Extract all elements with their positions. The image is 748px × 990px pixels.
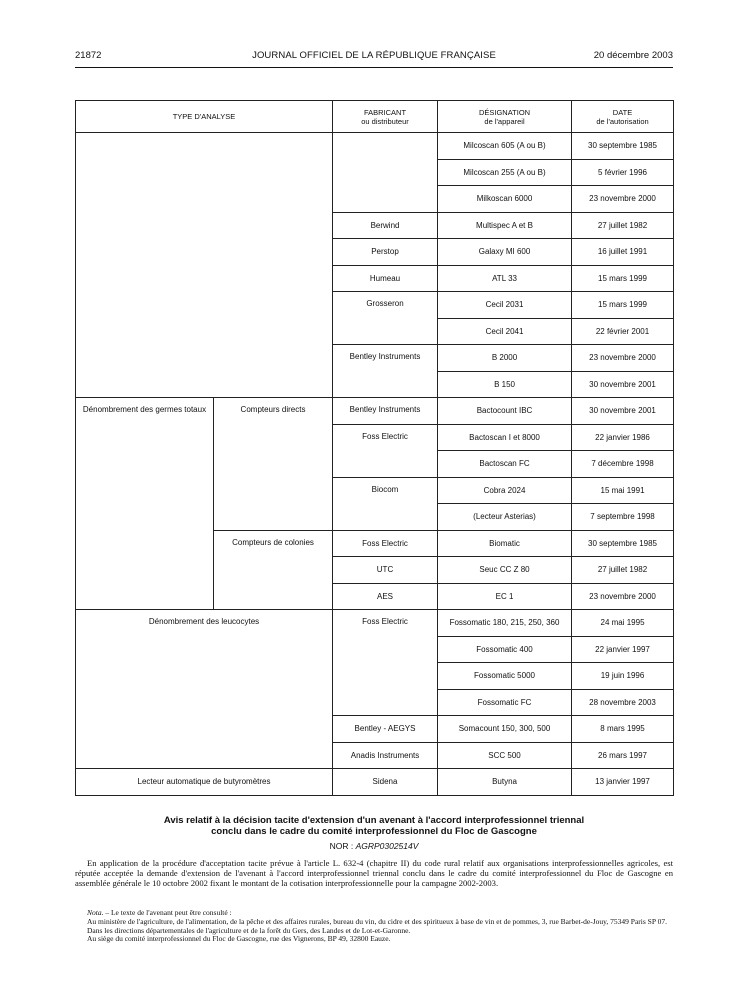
designation-cell: Fossomatic 5000: [438, 663, 572, 690]
fabricant-cell: Bentley - AEGYS: [333, 716, 438, 743]
date-cell: 7 décembre 1998: [572, 451, 674, 478]
group-butyrometres: Lecteur automatique de butyromètres: [76, 769, 333, 796]
col-header-date: DATE de l'autorisation: [572, 101, 674, 133]
designation-cell: B 2000: [438, 345, 572, 372]
date-cell: 30 novembre 2001: [572, 371, 674, 398]
nota-intro: Nota. – Le texte de l'avenant peut être consulté :: [87, 908, 232, 917]
table-row: [76, 133, 674, 160]
date-cell: 19 juin 1996: [572, 663, 674, 690]
nota-item: Au siège du comité interprofessionnel du Floc de Gascogne, rue des Vignerons, BP 49, 32800 Eauze.: [87, 934, 391, 944]
fabricant-cell: Anadis Instruments: [333, 742, 438, 769]
date-cell: 30 septembre 1985: [572, 133, 674, 160]
date-cell: 26 mars 1997: [572, 742, 674, 769]
fabricant-cell: Biocom: [333, 477, 438, 530]
subgroup-compteurs-colonies: Compteurs de colonies: [214, 530, 333, 610]
date-cell: 23 novembre 2000: [572, 186, 674, 213]
issue-date: 20 décembre 2003: [593, 50, 673, 61]
date-cell: 22 février 2001: [572, 318, 674, 345]
nota-item: Dans les directions départementales de l'agriculture et de la forêt du Gers, des Landes et de Lot-et-Garonne.: [87, 925, 411, 935]
table-header-row: [76, 101, 674, 133]
fabricant-cell: Perstop: [333, 239, 438, 266]
date-cell: 15 mars 1999: [572, 265, 674, 292]
designation-cell: Biomatic: [438, 530, 572, 557]
designation-cell: (Lecteur Asterias): [438, 504, 572, 531]
date-cell: 15 mai 1991: [572, 477, 674, 504]
fabricant-cell: UTC: [333, 557, 438, 584]
fabricant-cell: Foss Electric: [333, 424, 438, 477]
date-cell: 16 juillet 1991: [572, 239, 674, 266]
designation-cell: Multispec A et B: [438, 212, 572, 239]
date-cell: 7 septembre 1998: [572, 504, 674, 531]
avis-body: [75, 858, 673, 888]
designation-cell: Bactocount IBC: [438, 398, 572, 425]
fabricant-cell: Foss Electric: [333, 610, 438, 716]
date-cell: 15 mars 1999: [572, 292, 674, 319]
date-cell: 23 novembre 2000: [572, 583, 674, 610]
date-cell: 27 juillet 1982: [572, 212, 674, 239]
subgroup-compteurs-directs: Compteurs directs: [214, 398, 333, 531]
designation-cell: ATL 33: [438, 265, 572, 292]
designation-cell: Milcoscan 255 (A ou B): [438, 159, 572, 186]
date-cell: 5 février 1996: [572, 159, 674, 186]
date-cell: 8 mars 1995: [572, 716, 674, 743]
journal-title: JOURNAL OFFICIEL DE LA RÉPUBLIQUE FRANÇAISE: [252, 50, 496, 61]
designation-cell: B 150: [438, 371, 572, 398]
fabricant-cell: Berwind: [333, 212, 438, 239]
date-cell: 13 janvier 1997: [572, 769, 674, 796]
designation-cell: Galaxy MI 600: [438, 239, 572, 266]
group-leucocytes: Dénombrement des leucocytes: [76, 610, 333, 769]
designation-cell: Butyna: [438, 769, 572, 796]
designation-cell: Fossomatic 180, 215, 250, 360: [438, 610, 572, 637]
avis-paragraph: En application de la procédure d'acceptation tacite prévue à l'article L. 632-4 (chapitre II) du code rural relatif aux organisations interprofessionnelles agricoles, est réputée acceptée la demande d'extension de l'avenant à l'accord interprofessionnel triennal conclu dans le cadre du comité interprofessionnel du Floc de Gascogne en assemblée générale le 10 octobre 2002 fixant le montant de la cotisation interprofessionnelle pour la campagne 2002-2003.: [75, 858, 673, 888]
designation-cell: Seuc CC Z 80: [438, 557, 572, 584]
date-cell: 30 novembre 2001: [572, 398, 674, 425]
designation-cell: Fossomatic FC: [438, 689, 572, 716]
nor-code: AGRP0302514V: [355, 841, 419, 851]
col-header-type: TYPE D'ANALYSE: [76, 101, 333, 133]
table-row: [76, 610, 674, 637]
designation-cell: Bactoscan FC: [438, 451, 572, 478]
approval-table: [75, 100, 674, 796]
fabricant-cell: Bentley Instruments: [333, 398, 438, 425]
nor-label: NOR :: [329, 841, 354, 851]
fabricant-cell: AES: [333, 583, 438, 610]
designation-cell: Milcoscan 605 (A ou B): [438, 133, 572, 160]
date-cell: 30 septembre 1985: [572, 530, 674, 557]
fabricant-cell: Foss Electric: [333, 530, 438, 557]
header-rule: [75, 67, 673, 68]
designation-cell: Cecil 2041: [438, 318, 572, 345]
page-number: 21872: [75, 50, 102, 61]
designation-cell: Cecil 2031: [438, 292, 572, 319]
page-header: [75, 50, 673, 64]
designation-cell: Somacount 150, 300, 500: [438, 716, 572, 743]
fabricant-cell: Grosseron: [333, 292, 438, 345]
group-germes-totaux: Dénombrement des germes totaux: [76, 398, 214, 610]
date-cell: 24 mai 1995: [572, 610, 674, 637]
col-header-designation: DÉSIGNATION de l'appareil: [438, 101, 572, 133]
avis-title: Avis relatif à la décision tacite d'extension d'un avenant à l'accord interprofessionnel triennal conclu dans le cadre du comité interprofessionnel du Floc de Gascogne: [163, 815, 585, 837]
designation-cell: Fossomatic 400: [438, 636, 572, 663]
date-cell: 22 janvier 1997: [572, 636, 674, 663]
fabricant-cell: Sidena: [333, 769, 438, 796]
table-row: [76, 769, 674, 796]
nor-reference: [75, 841, 673, 851]
fabricant-cell-continued: [333, 133, 438, 213]
date-cell: 22 janvier 1986: [572, 424, 674, 451]
col-header-fabricant: FABRICANT ou distributeur: [333, 101, 438, 133]
fabricant-cell: Bentley Instruments: [333, 345, 438, 398]
designation-cell: Milkoscan 6000: [438, 186, 572, 213]
designation-cell: SCC 500: [438, 742, 572, 769]
date-cell: 23 novembre 2000: [572, 345, 674, 372]
nota-block: [75, 909, 673, 944]
designation-cell: Bactoscan I et 8000: [438, 424, 572, 451]
fabricant-cell: Humeau: [333, 265, 438, 292]
designation-cell: EC 1: [438, 583, 572, 610]
type-cell-continued: [76, 133, 333, 398]
table-row: [76, 398, 674, 425]
date-cell: 27 juillet 1982: [572, 557, 674, 584]
nota-item: Au ministère de l'agriculture, de l'alimentation, de la pêche et des affaires rurales, bureau du vin, du cidre et des spiritueux à base de vin et de pommes, 3, rue Barbet-de-Jouy, 75349 Paris SP 07.: [87, 916, 667, 926]
designation-cell: Cobra 2024: [438, 477, 572, 504]
date-cell: 28 novembre 2003: [572, 689, 674, 716]
